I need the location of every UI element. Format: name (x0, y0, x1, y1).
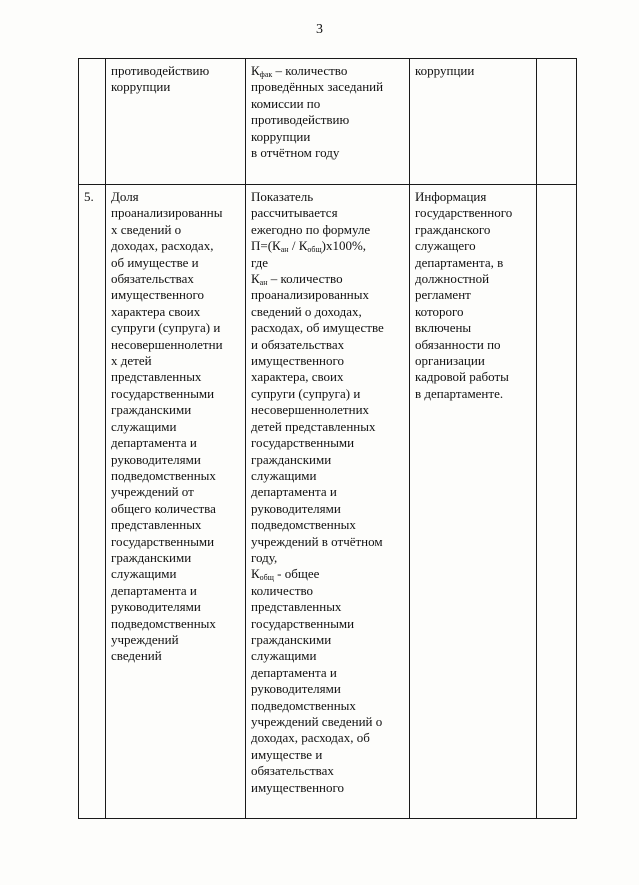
cell-source-continued (410, 59, 537, 185)
cell-number-empty (79, 59, 106, 185)
method-text-line: проведённых заседаний (251, 79, 384, 95)
cell-extra-empty (537, 59, 577, 185)
method-text-line: руководителями (251, 500, 341, 516)
where-label: где (251, 254, 269, 270)
method-text-line: Показатель (251, 189, 314, 204)
method-text-line: служащими (251, 467, 317, 483)
method-text-line: рассчитывается (251, 205, 338, 221)
method-text-line: сведений о доходах, (251, 303, 362, 319)
method-text-line: проанализированных (251, 287, 369, 303)
method-text-line: департамента и (251, 664, 337, 680)
source-text-line: кадровой работы (415, 369, 509, 385)
method-text-line: учреждений сведений о (251, 714, 383, 729)
cell-indicator-continued (106, 59, 246, 185)
indicator-text-line: гражданскими (111, 402, 192, 418)
cell-indicator (106, 185, 246, 819)
table-row-continued (79, 59, 577, 185)
indicator-text-line: сведений (111, 648, 162, 664)
formula: $П=(К_{ан} / К_{общ})х100\%$, (251, 238, 367, 255)
k-obsh-definition: $К_{общ}$ - общее (251, 566, 320, 583)
method-text-line: гражданскими (251, 451, 332, 467)
method-text-line: представленных (251, 599, 342, 615)
indicator-text-line: обязательствах (111, 271, 194, 287)
indicator-text-line: коррупции (111, 79, 171, 95)
source-text-line: служащего (415, 238, 476, 254)
indicator-text-line: представленных (111, 369, 202, 385)
method-text-line: государственными (251, 615, 355, 631)
method-text-line: комиссии по (251, 95, 321, 111)
indicator-text-line: имущественного (111, 287, 204, 303)
indicator-table (78, 58, 577, 819)
indicator-text-line: характера своих (111, 303, 201, 319)
method-text-line: руководителями (251, 681, 341, 697)
method-text-line: подведомственных (251, 517, 356, 533)
method-text-line: служащими (251, 648, 317, 664)
method-text-line: коррупции (251, 128, 311, 144)
indicator-text-line: гражданскими (111, 549, 192, 565)
source-text-line: которого (415, 303, 464, 319)
source-text-line: организации (415, 353, 485, 369)
method-text-line: доходах, расходах, об (251, 730, 370, 746)
source-text-line: Информация (415, 189, 487, 204)
source-text-line: обязанности по (415, 336, 501, 352)
indicator-text-line: служащими (111, 566, 177, 582)
indicator-text-line: представленных (111, 517, 202, 533)
indicator-text-line: Доля (111, 189, 139, 204)
source-text-line: гражданского (415, 221, 491, 237)
method-text-line: государственными (251, 435, 355, 451)
method-text-line: департамента и (251, 484, 337, 500)
source-text-line: в департаменте. (415, 385, 504, 401)
method-text-line: в отчётном году (251, 145, 340, 161)
indicator-text-line: об имуществе и (111, 254, 199, 270)
method-text-line: обязательствах (251, 763, 334, 779)
method-text-line: подведомственных (251, 697, 356, 713)
indicator-text-line: подведомственных (111, 467, 216, 483)
method-text-line: ежегодно по формуле (251, 221, 371, 237)
table-row-5 (79, 185, 577, 819)
method-text-line: имущественного (251, 353, 344, 369)
indicator-text-line: учреждений (111, 631, 179, 647)
cell-method-continued (246, 59, 410, 185)
method-text-line: супруги (супруга) и (251, 385, 361, 401)
method-text-line: имущественного (251, 779, 344, 795)
source-text-line: коррупции (415, 63, 475, 78)
source-text-line: государственного (415, 205, 513, 221)
method-text-line: характера, своих (251, 369, 344, 385)
formula-line: $К_{фак}$ – количество (251, 63, 348, 79)
indicator-text-line: руководителями (111, 451, 201, 467)
method-text-line: учреждений в отчётном (251, 533, 383, 549)
source-text-line: должностной (415, 271, 490, 287)
indicator-text-line: подведомственных (111, 615, 216, 631)
method-text-line: расходах, об имуществе (251, 320, 384, 336)
indicator-text-line: х детей (111, 353, 152, 369)
source-text-line: департамента, в (415, 254, 504, 270)
k-an-definition: $К_{ан}$ – количество (251, 271, 343, 288)
indicator-text-line: противодействию (111, 63, 210, 78)
indicator-text-line: доходах, расходах, (111, 238, 214, 254)
indicator-text-line: департамента и (111, 582, 197, 598)
indicator-text-line: государственными (111, 533, 215, 549)
indicator-text-line: учреждений от (111, 484, 194, 500)
indicator-text-line: государственными (111, 385, 215, 401)
source-text-line: включены (415, 320, 472, 336)
indicator-text-line: супруги (супруга) и (111, 320, 221, 336)
method-text-line: и обязательствах (251, 336, 345, 352)
indicator-text-line: общего количества (111, 500, 216, 516)
cell-method (246, 185, 410, 819)
indicator-text-line: департамента и (111, 435, 197, 451)
cell-row-number: 5. (79, 185, 106, 819)
indicator-text-line: х сведений о (111, 221, 182, 237)
indicator-text-line: несовершеннолетни (111, 336, 223, 352)
page-number: 3 (316, 22, 323, 37)
indicator-text-line: проанализированны (111, 205, 223, 221)
method-text-line: гражданскими (251, 631, 332, 647)
source-text-line: регламент (415, 287, 471, 303)
method-text-line: имуществе и (251, 746, 323, 762)
method-text-line: количество (251, 582, 314, 598)
indicator-text-line: руководителями (111, 599, 201, 615)
indicator-text-line: служащими (111, 418, 177, 434)
cell-extra-empty (537, 185, 577, 819)
cell-source (410, 185, 537, 819)
method-text-line: противодействию (251, 112, 350, 128)
method-text-line: несовершеннолетних (251, 402, 370, 418)
method-text-line: году, (251, 549, 278, 565)
method-text-line: детей представленных (251, 418, 376, 434)
